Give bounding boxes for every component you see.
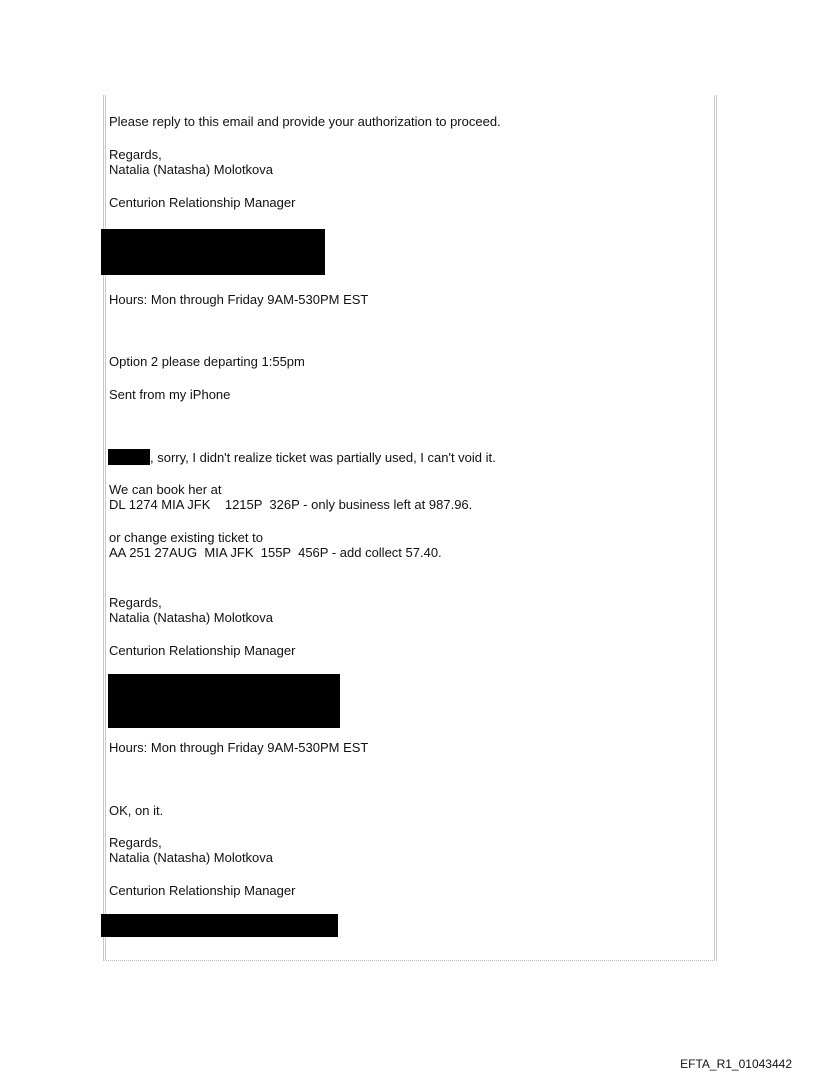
- authorization-request-text: Please reply to this email and provide your authorization to proceed.: [109, 114, 501, 129]
- sender-title: Centurion Relationship Manager: [109, 195, 296, 210]
- regards-text: Regards,: [109, 835, 162, 850]
- reply-option-text: Option 2 please departing 1:55pm: [109, 354, 305, 369]
- sent-from-text: Sent from my iPhone: [109, 387, 231, 402]
- redaction-block: [101, 229, 325, 275]
- flight-option-dl: DL 1274 MIA JFK 1215P 326P - only business left at 987.96.: [109, 497, 473, 512]
- sender-name: Natalia (Natasha) Molotkova: [109, 610, 274, 625]
- hours-text: Hours: Mon through Friday 9AM-530PM EST: [109, 740, 369, 755]
- ok-reply-text: OK, on it.: [109, 803, 164, 818]
- change-intro-text: or change existing ticket to: [109, 530, 263, 545]
- sender-title: Centurion Relationship Manager: [109, 643, 296, 658]
- sender-name: Natalia (Natasha) Molotkova: [109, 162, 274, 177]
- apology-text: , sorry, I didn't realize ticket was partially used, I can't void it.: [150, 450, 496, 465]
- sender-title: Centurion Relationship Manager: [109, 883, 296, 898]
- document-id: EFTA_R1_01043442: [680, 1057, 792, 1071]
- sender-name: Natalia (Natasha) Molotkova: [109, 850, 274, 865]
- redaction-block: [108, 674, 340, 728]
- hours-text: Hours: Mon through Friday 9AM-530PM EST: [109, 292, 369, 307]
- regards-text: Regards,: [109, 147, 162, 162]
- book-intro-text: We can book her at: [109, 482, 222, 497]
- email-frame: [103, 95, 717, 961]
- regards-text: Regards,: [109, 595, 162, 610]
- redaction-block: [108, 449, 150, 465]
- flight-option-aa: AA 251 27AUG MIA JFK 155P 456P - add collect 57.40.: [109, 545, 442, 560]
- redaction-block: [101, 914, 338, 937]
